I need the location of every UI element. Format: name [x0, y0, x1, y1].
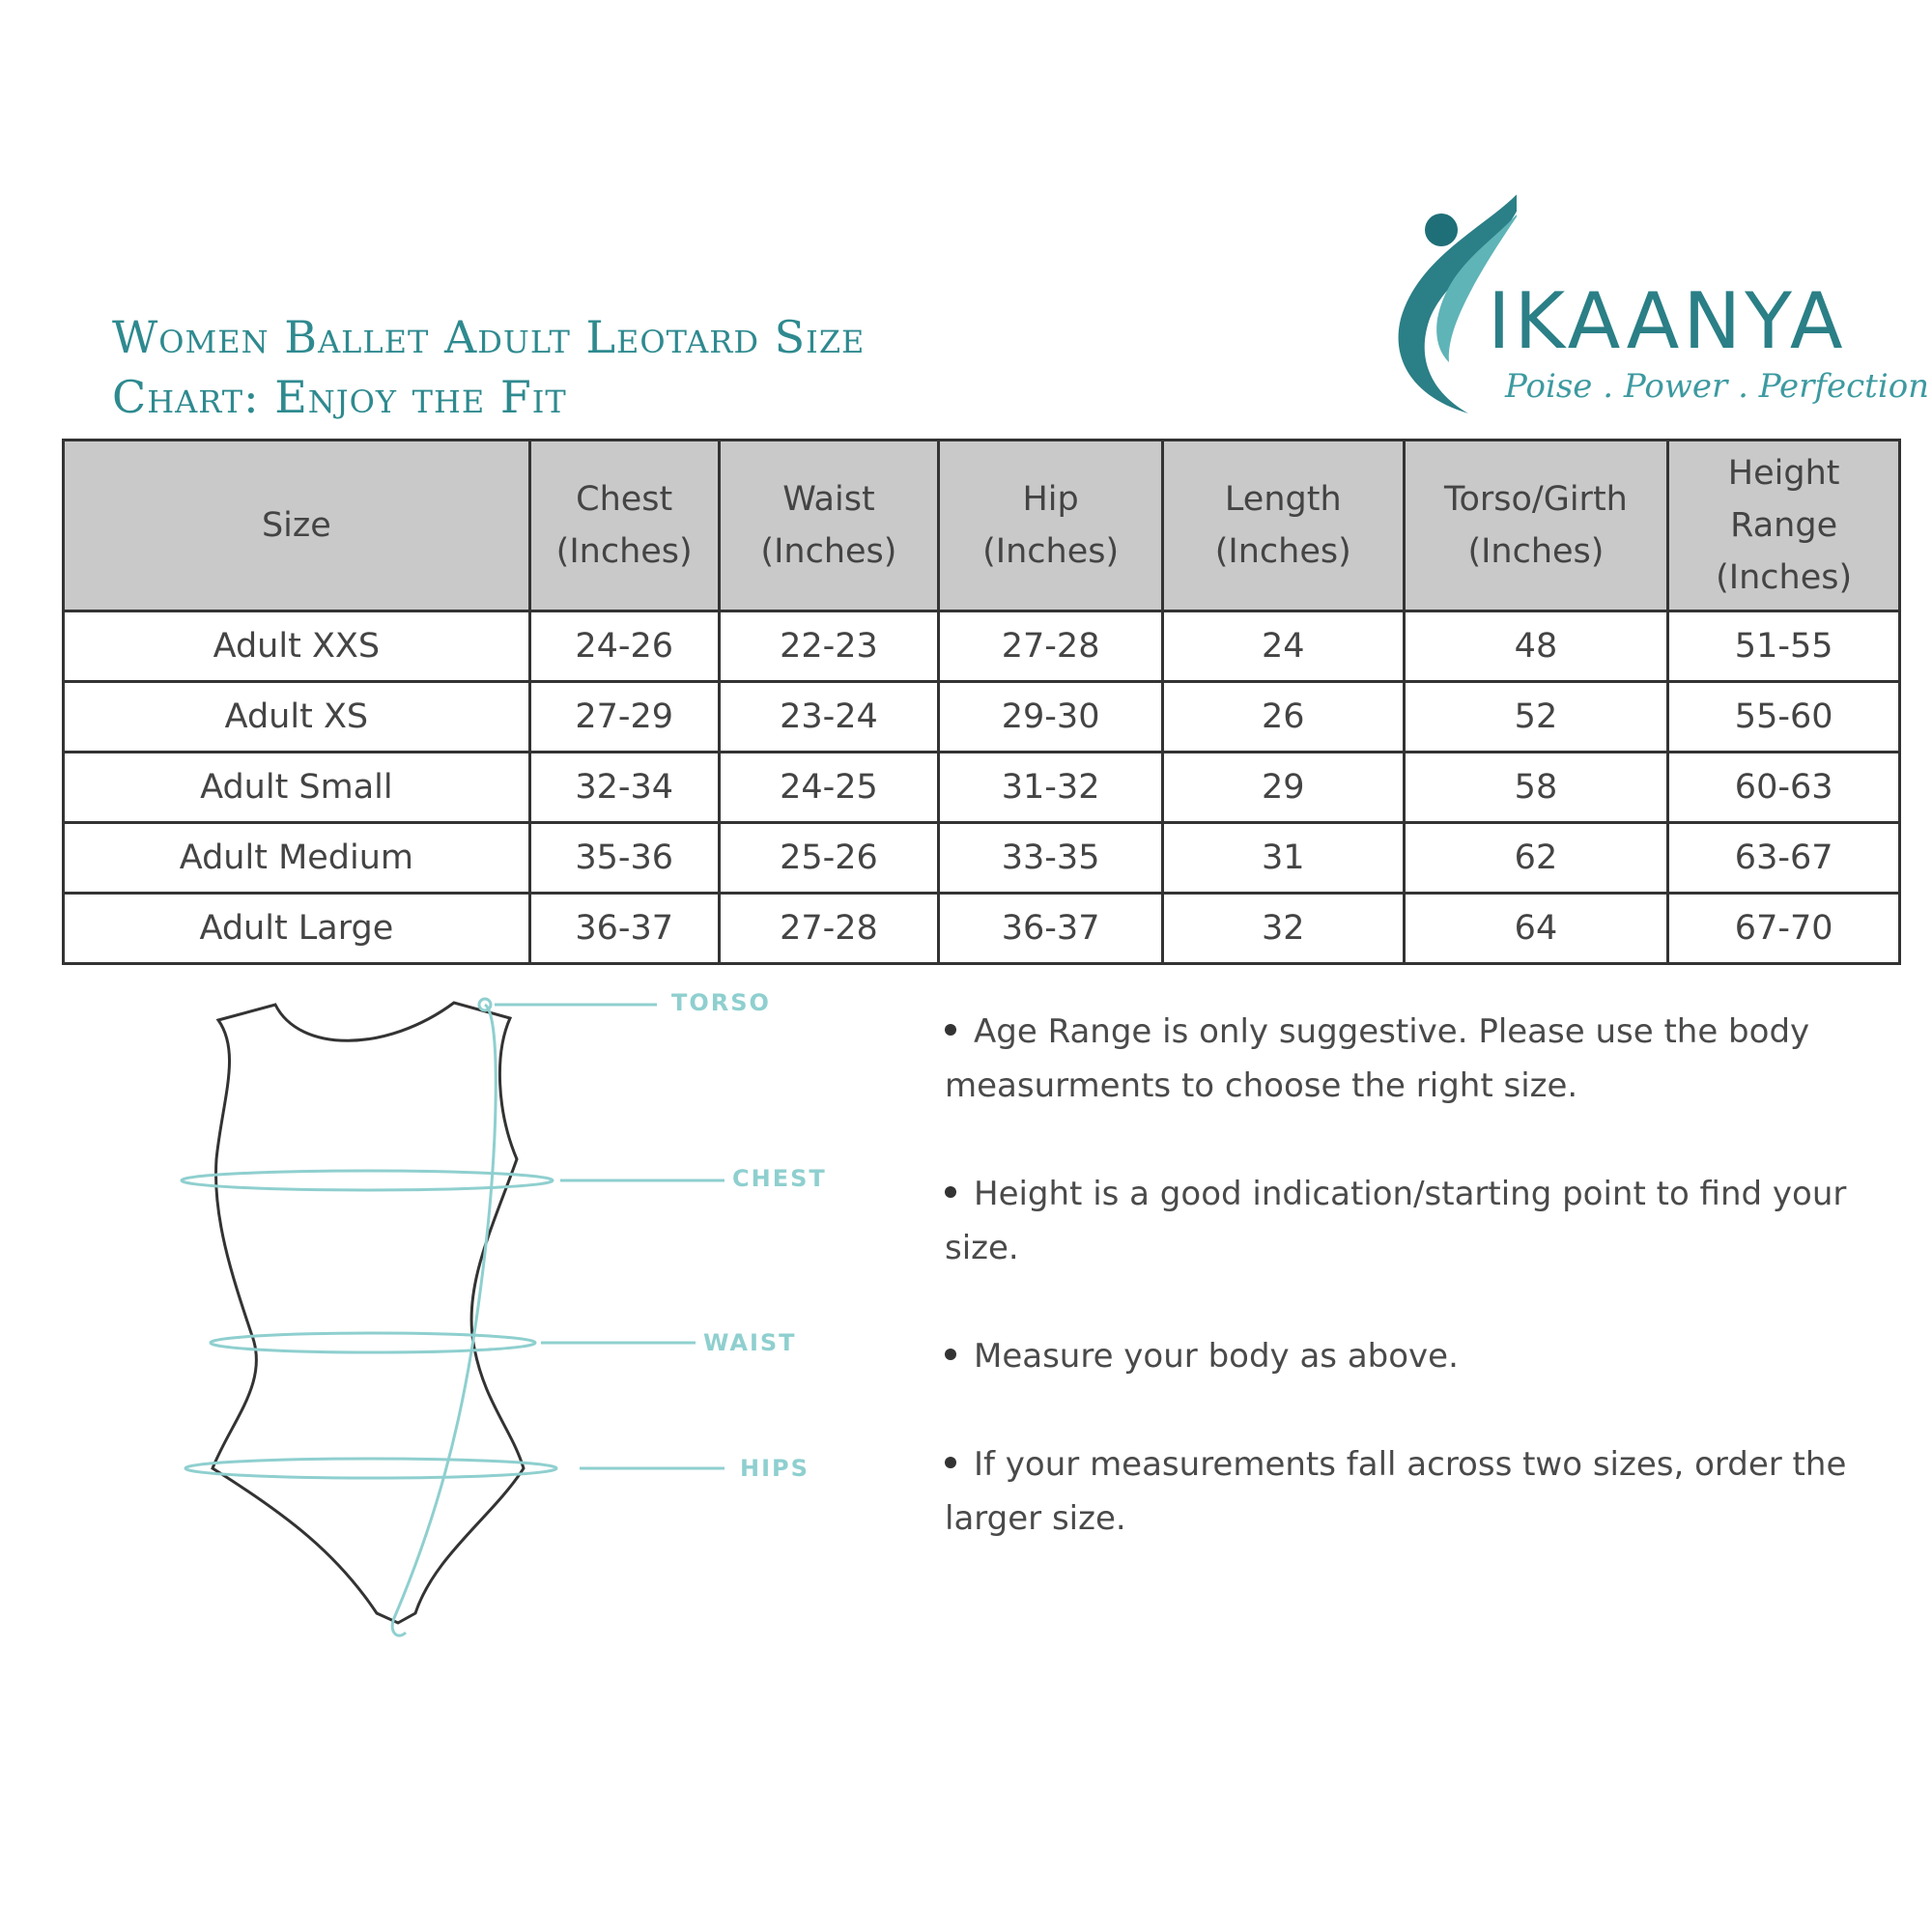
column-header [64, 440, 530, 611]
chart-title-line-2: Chart: Enjoy the Fit [112, 371, 567, 423]
measurement-cell: 32 [1162, 894, 1404, 964]
column-header-line: (Inches) [1214, 532, 1351, 571]
size-cell: Adult XS [64, 682, 530, 753]
table-row [64, 753, 1900, 823]
note-item [945, 1167, 1891, 1275]
column-header-line: Chest [576, 480, 673, 519]
column-header-line: Range [1730, 506, 1838, 545]
measurement-cell: 31 [1162, 823, 1404, 894]
chest-label: CHEST [732, 1165, 827, 1192]
measurement-cell: 55-60 [1668, 682, 1900, 753]
size-cell: Adult Small [64, 753, 530, 823]
column-header-line: (Inches) [982, 532, 1120, 571]
measurement-cell: 51-55 [1668, 611, 1900, 682]
bullet-icon [945, 1457, 956, 1468]
measurement-cell: 29 [1162, 753, 1404, 823]
note-item [945, 1329, 1891, 1383]
column-header-line: (Inches) [1467, 532, 1605, 571]
note-item [945, 1437, 1891, 1546]
column-header-line: (Inches) [555, 532, 693, 571]
column-header-line: (Inches) [760, 532, 897, 571]
measurement-cell: 29-30 [939, 682, 1163, 753]
measurement-cell: 60-63 [1668, 753, 1900, 823]
table-header-row [64, 440, 1900, 611]
note-text: If your measurements fall across two sizes, order the larger size. [945, 1445, 1847, 1538]
bullet-icon [945, 1186, 956, 1198]
leotard-measurement-diagram [145, 976, 879, 1671]
measurement-cell: 48 [1404, 611, 1668, 682]
measurement-cell: 27-29 [529, 682, 719, 753]
size-table [62, 439, 1901, 965]
column-header-line: Torso/Girth [1444, 480, 1628, 519]
column-header-line: Size [261, 506, 331, 545]
column-header [529, 440, 719, 611]
column-header [939, 440, 1163, 611]
brand-name: IKAANYA [1488, 276, 1847, 366]
brand-tagline: Poise . Power . Perfection [1505, 367, 1930, 406]
measurement-cell: 36-37 [939, 894, 1163, 964]
column-header-line: Length [1224, 480, 1342, 519]
measurement-cell: 25-26 [719, 823, 939, 894]
measurement-cell: 63-67 [1668, 823, 1900, 894]
table-row [64, 611, 1900, 682]
table-row [64, 823, 1900, 894]
note-text: Height is a good indication/starting point to find your size. [945, 1175, 1847, 1267]
size-cell: Adult Large [64, 894, 530, 964]
bullet-icon [945, 1024, 956, 1036]
size-cell: Adult XXS [64, 611, 530, 682]
measurement-cell: 27-28 [719, 894, 939, 964]
measurement-cell: 22-23 [719, 611, 939, 682]
measurement-cell: 58 [1404, 753, 1668, 823]
chart-title [112, 307, 981, 427]
measurement-cell: 32-34 [529, 753, 719, 823]
measurement-cell: 33-35 [939, 823, 1163, 894]
hips-label: HIPS [740, 1455, 810, 1482]
note-text: Age Range is only suggestive. Please use the body measurments to choose the right size. [945, 1012, 1810, 1105]
column-header-line: Hip [1022, 480, 1079, 519]
measurement-cell: 64 [1404, 894, 1668, 964]
column-header [1668, 440, 1900, 611]
measurement-cell: 62 [1404, 823, 1668, 894]
chart-title-line-1: Women Ballet Adult Leotard Size [112, 311, 866, 363]
column-header [719, 440, 939, 611]
table-row [64, 894, 1900, 964]
measurement-cell: 36-37 [529, 894, 719, 964]
column-header-line: (Inches) [1716, 558, 1853, 597]
measurement-cell: 27-28 [939, 611, 1163, 682]
column-header [1404, 440, 1668, 611]
note-item [945, 1005, 1891, 1113]
leotard-outline-icon [145, 976, 879, 1671]
measurement-cell: 67-70 [1668, 894, 1900, 964]
column-header [1162, 440, 1404, 611]
measurement-cell: 24-25 [719, 753, 939, 823]
note-text: Measure your body as above. [974, 1337, 1459, 1376]
column-header-line: Height [1727, 454, 1840, 493]
torso-label: TORSO [671, 989, 771, 1016]
measurement-cell: 52 [1404, 682, 1668, 753]
measurement-cell: 24-26 [529, 611, 719, 682]
brand-logo [1381, 184, 1930, 425]
waist-label: WAIST [703, 1329, 797, 1356]
measurement-cell: 23-24 [719, 682, 939, 753]
column-header-line: Waist [782, 480, 875, 519]
measurement-cell: 26 [1162, 682, 1404, 753]
size-cell: Adult Medium [64, 823, 530, 894]
table-body [64, 611, 1900, 964]
bullet-icon [945, 1349, 956, 1360]
table-row [64, 682, 1900, 753]
measurement-cell: 35-36 [529, 823, 719, 894]
fit-notes [945, 1005, 1891, 1600]
measurement-cell: 31-32 [939, 753, 1163, 823]
measurement-cell: 24 [1162, 611, 1404, 682]
